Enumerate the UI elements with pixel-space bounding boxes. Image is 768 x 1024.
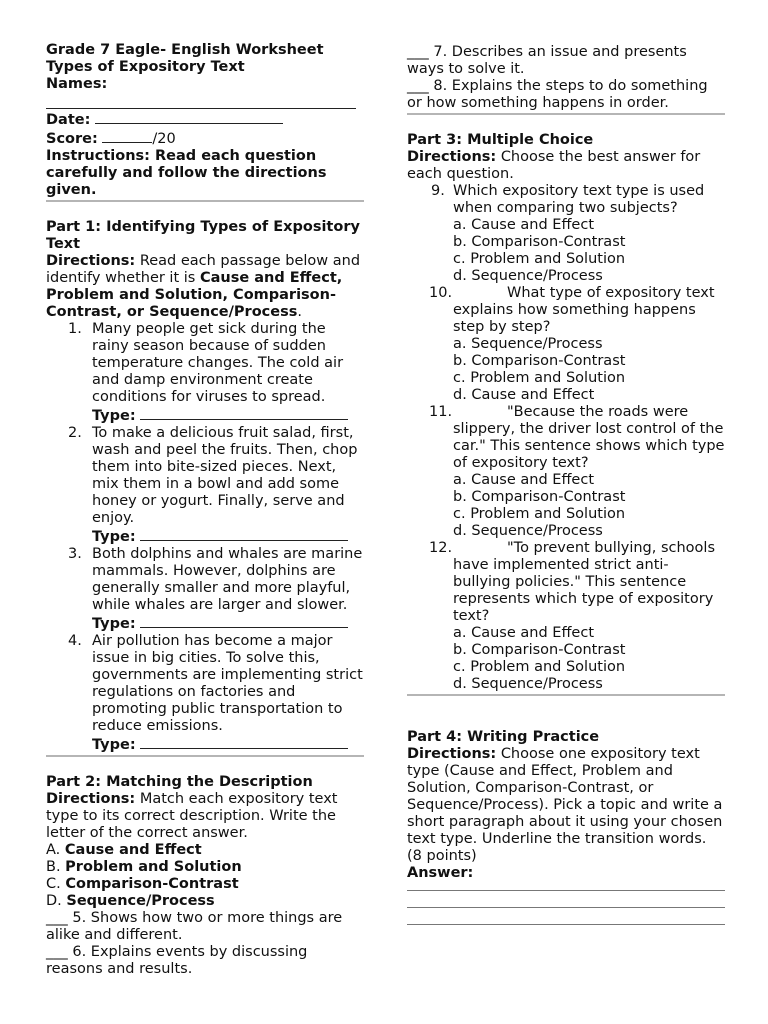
choice-d (46, 893, 364, 910)
score-label: Score: (46, 131, 98, 147)
option[interactable]: a. Sequence/Process (453, 336, 603, 352)
option[interactable]: b. Comparison-Contrast (453, 234, 626, 250)
matching-item (46, 910, 364, 944)
answer-line[interactable] (407, 908, 725, 925)
question-text: What type of expository text explains how something happens step by step? (453, 285, 715, 335)
option[interactable]: d. Sequence/Process (453, 676, 603, 692)
question-number: 10. (429, 285, 453, 301)
part4-directions-text: Choose one expository text type (Cause and Effect, Problem and Solution, Comparison-Contrast, or Sequence/Process). Pick a topic and write a short paragraph about it using your chosen text type. Underline the transition words. (8 points) (407, 746, 723, 864)
option[interactable]: b. Comparison-Contrast (453, 642, 626, 658)
names-input-line[interactable] (46, 93, 356, 109)
choice-letter: A. (46, 842, 61, 858)
answer-blank[interactable]: ___ (46, 910, 68, 926)
option[interactable]: d. Sequence/Process (453, 523, 603, 539)
question-number: 11. (429, 404, 453, 420)
question-text: Which expository text type is used when comparing two subjects? (453, 183, 705, 216)
question-12 (407, 540, 725, 625)
date-label: Date: (46, 112, 91, 128)
question-11 (407, 404, 725, 472)
part1-types: Cause and Effect, Problem and Solution, Comparison-Contrast, or Sequence/Process (46, 270, 343, 320)
part1-section (46, 219, 364, 757)
part3-title: Part 3: Multiple Choice (407, 132, 594, 148)
item-number: 4. (68, 633, 82, 649)
part1-directions-label: Directions: (46, 253, 136, 269)
part4-section (407, 729, 725, 925)
part1-item (46, 633, 364, 754)
option[interactable]: b. Comparison-Contrast (453, 353, 626, 369)
part1-item (46, 425, 364, 546)
matching-item (407, 44, 725, 78)
date-input-line[interactable] (95, 110, 283, 124)
worksheet-header (46, 42, 364, 202)
option[interactable]: c. Problem and Solution (453, 370, 626, 386)
option[interactable]: c. Problem and Solution (453, 506, 626, 522)
score-total: /20 (152, 131, 176, 147)
part3-directions-text: Choose the best answer for each question. (407, 149, 701, 182)
choice-letter: B. (46, 859, 61, 875)
type-answer-line[interactable] (140, 735, 348, 749)
choice-letter: D. (46, 893, 62, 909)
answer-blank[interactable]: ___ (407, 78, 429, 94)
part2-title: Part 2: Matching the Description (46, 774, 313, 790)
option[interactable]: d. Cause and Effect (453, 387, 595, 403)
answer-line[interactable] (407, 891, 725, 908)
matching-item (46, 944, 364, 978)
item-number: 1. (68, 321, 82, 337)
question-number: 12. (429, 540, 453, 556)
part2-continued (407, 44, 725, 115)
choice-c (46, 876, 364, 893)
choice-text: Sequence/Process (66, 893, 215, 909)
option[interactable]: b. Comparison-Contrast (453, 489, 626, 505)
choice-text: Comparison-Contrast (65, 876, 239, 892)
type-answer-line[interactable] (140, 614, 348, 628)
choice-letter: C. (46, 876, 61, 892)
option[interactable]: c. Problem and Solution (453, 659, 626, 675)
worksheet-title: Grade 7 Eagle- English Worksheet (46, 42, 324, 58)
part4-title: Part 4: Writing Practice (407, 729, 600, 745)
choice-text: Problem and Solution (65, 859, 242, 875)
instructions: Instructions: Read each question carefully and follow the directions given. (46, 148, 327, 198)
choice-text: Cause and Effect (64, 842, 202, 858)
type-label: Type: (92, 529, 136, 545)
question-number: 9. (431, 183, 445, 199)
part3-directions-label: Directions: (407, 149, 497, 165)
passage-text: Air pollution has become a major issue in big cities. To solve this, governments are implementing strict regulations on factories and promoting public transportation to reduce emissions. (92, 633, 363, 734)
type-answer-line[interactable] (140, 406, 348, 420)
left-column (46, 42, 364, 978)
type-label: Type: (92, 737, 136, 753)
item-number: 3. (68, 546, 82, 562)
matching-description: 8. Explains the steps to do something or how something happens in order. (407, 78, 708, 111)
question-text: "To prevent bullying, schools have implemented strict anti-bullying policies." This sentence represents which type of expository text? (453, 540, 716, 624)
answer-blank[interactable]: ___ (46, 944, 68, 960)
part1-item (46, 546, 364, 633)
names-label: Names: (46, 76, 108, 92)
question-10 (407, 285, 725, 336)
choice-b (46, 859, 364, 876)
option[interactable]: d. Sequence/Process (453, 268, 603, 284)
type-label: Type: (92, 616, 136, 632)
part1-period: . (297, 304, 302, 320)
option[interactable]: a. Cause and Effect (453, 217, 595, 233)
part4-directions-label: Directions: (407, 746, 497, 762)
choice-a (46, 842, 364, 859)
part1-title: Part 1: Identifying Types of Expository Text (46, 219, 360, 252)
part2-section (46, 774, 364, 978)
worksheet-subtitle: Types of Expository Text (46, 59, 245, 75)
answer-label: Answer: (407, 865, 474, 881)
answer-blank[interactable]: ___ (407, 44, 429, 60)
passage-text: Many people get sick during the rainy season because of sudden temperature changes. The cold air and damp environment create conditions for viruses to spread. (92, 321, 344, 405)
type-label: Type: (92, 408, 136, 424)
option[interactable]: a. Cause and Effect (453, 472, 595, 488)
matching-description: 5. Shows how two or more things are alike and different. (46, 910, 343, 943)
item-number: 2. (68, 425, 82, 441)
score-input-line[interactable] (102, 129, 152, 143)
part3-section (407, 132, 725, 696)
question-text: "Because the roads were slippery, the driver lost control of the car." This sentence shows which type of expository text? (453, 404, 725, 471)
part1-directions-text: Read each passage below and identify whether it is (46, 253, 361, 286)
option[interactable]: a. Cause and Effect (453, 625, 595, 641)
type-answer-line[interactable] (140, 527, 348, 541)
part2-directions-text: Match each expository text type to its correct description. Write the letter of the correct answer. (46, 791, 338, 841)
part2-directions-label: Directions: (46, 791, 136, 807)
option[interactable]: c. Problem and Solution (453, 251, 626, 267)
question-9 (407, 183, 725, 217)
matching-description: 6. Explains events by discussing reasons and results. (46, 944, 308, 977)
passage-text: To make a delicious fruit salad, first, wash and peel the fruits. Then, chop them into bite-sized pieces. Next, mix them in a bowl and add some honey or yogurt. Finally, serve and enjoy. (92, 425, 358, 526)
matching-item (407, 78, 725, 112)
matching-description: 7. Describes an issue and presents ways to solve it. (407, 44, 687, 77)
right-column (407, 44, 725, 925)
passage-text: Both dolphins and whales are marine mammals. However, dolphins are generally smaller and more playful, while whales are larger and slower. (92, 546, 363, 613)
part1-item (46, 321, 364, 425)
